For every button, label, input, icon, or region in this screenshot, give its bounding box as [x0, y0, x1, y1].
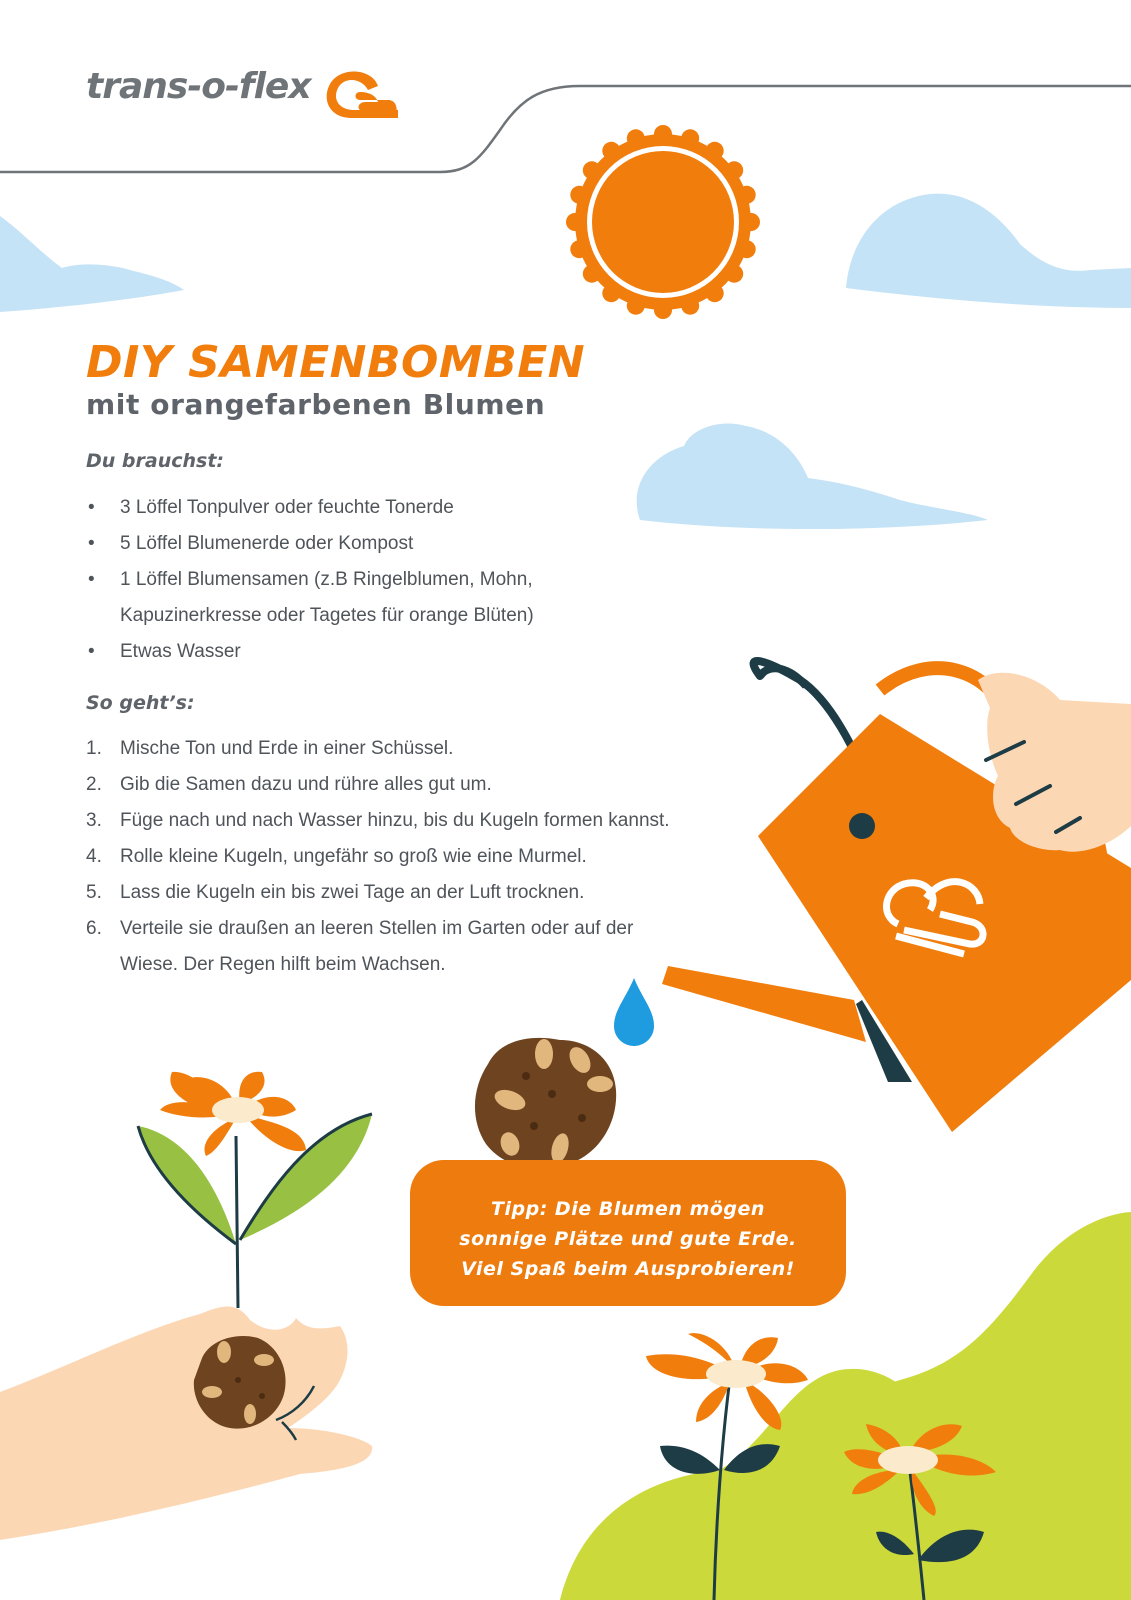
cloud-right-icon: [846, 194, 1131, 308]
materials-item: • 3 Löffel Tonpulver oder feuchte Tonerde: [86, 490, 534, 526]
materials-item: • Etwas Wasser: [86, 634, 534, 670]
step-text: Wiese. Der Regen hilft beim Wachsen.: [120, 954, 446, 975]
sun-icon: [566, 125, 760, 319]
sun-ray-icon: [627, 129, 645, 147]
step-item: [86, 911, 670, 947]
sun-ray-icon: [725, 265, 743, 283]
tip-line: sonnige Plätze und gute Erde.: [459, 1228, 797, 1250]
sun-ray-icon: [725, 161, 743, 179]
sun-ray-icon: [654, 125, 672, 143]
step-number: 1.: [86, 738, 102, 759]
tip-box: [410, 1160, 846, 1306]
sun-ray-icon: [602, 284, 620, 302]
step-number: 4.: [86, 846, 102, 867]
step-number: 5.: [86, 882, 102, 903]
logo-wordmark: trans-o-flex: [86, 66, 311, 107]
steps-list: [86, 731, 670, 983]
sun-ray-icon: [602, 142, 620, 160]
step-text: Lass die Kugeln ein bis zwei Tage an der Luft trocknen.: [120, 882, 585, 903]
sun-ray-icon: [566, 213, 584, 231]
step-text: Mische Ton und Erde in einer Schüssel.: [120, 738, 454, 759]
materials-list: [86, 490, 534, 670]
logo-mark-icon: [327, 71, 398, 118]
step-number: 3.: [86, 810, 102, 831]
step-item-continued: [86, 947, 670, 983]
sun-ray-icon: [706, 284, 724, 302]
step-text: Füge nach und nach Wasser hinzu, bis du Kugeln formen kannst.: [120, 810, 670, 831]
steps-heading: So geht’s:: [86, 692, 195, 714]
seed-bomb-center-icon: [475, 1038, 616, 1169]
sun-ray-icon: [654, 301, 672, 319]
sun-ray-icon: [738, 186, 756, 204]
sun-ray-icon: [583, 265, 601, 283]
tip-line: Viel Spaß beim Ausprobieren!: [461, 1258, 795, 1280]
step-number: 6.: [86, 918, 102, 939]
step-number: 2.: [86, 774, 102, 795]
sun-ray-icon: [681, 297, 699, 315]
step-text: Verteile sie draußen an leeren Stellen im Garten oder auf der: [120, 918, 634, 939]
cloud-middle-icon: [637, 423, 988, 529]
step-item: [86, 803, 670, 839]
tip-line: Tipp: Die Blumen mögen: [491, 1198, 765, 1220]
materials-heading: Du brauchst:: [86, 450, 225, 472]
step-text: Gib die Samen dazu und rühre alles gut um.: [120, 774, 492, 795]
step-text: Rolle kleine Kugeln, ungefähr so groß wie eine Murmel.: [120, 846, 587, 867]
sun-ray-icon: [627, 297, 645, 315]
sun-ray-icon: [706, 142, 724, 160]
sun-ray-icon: [681, 129, 699, 147]
step-item: [86, 875, 670, 911]
sun-ray-icon: [570, 240, 588, 258]
sun-ray-icon: [738, 240, 756, 258]
sun-ray-icon: [742, 213, 760, 231]
materials-item: • 5 Löffel Blumenerde oder Kompost: [86, 526, 534, 562]
sun-ray-icon: [583, 161, 601, 179]
sun-ray-icon: [570, 186, 588, 204]
step-item: [86, 839, 670, 875]
hand-left-icon: [0, 1307, 372, 1541]
page-title: DIY SAMENBOMBEN: [86, 337, 586, 388]
water-drop-icon: [614, 978, 654, 1046]
flower-left-icon: [138, 1072, 372, 1308]
materials-item-continued: Kapuzinerkresse oder Tagetes für orange Blüten): [120, 605, 534, 626]
step-item: [86, 767, 670, 803]
materials-item: • 1 Löffel Blumensamen (z.B Ringelblumen, Mohn,: [86, 562, 534, 598]
step-item: [86, 731, 670, 767]
cloud-left-icon: [0, 216, 184, 312]
page-subtitle: mit orangefarbenen Blumen: [86, 388, 546, 421]
